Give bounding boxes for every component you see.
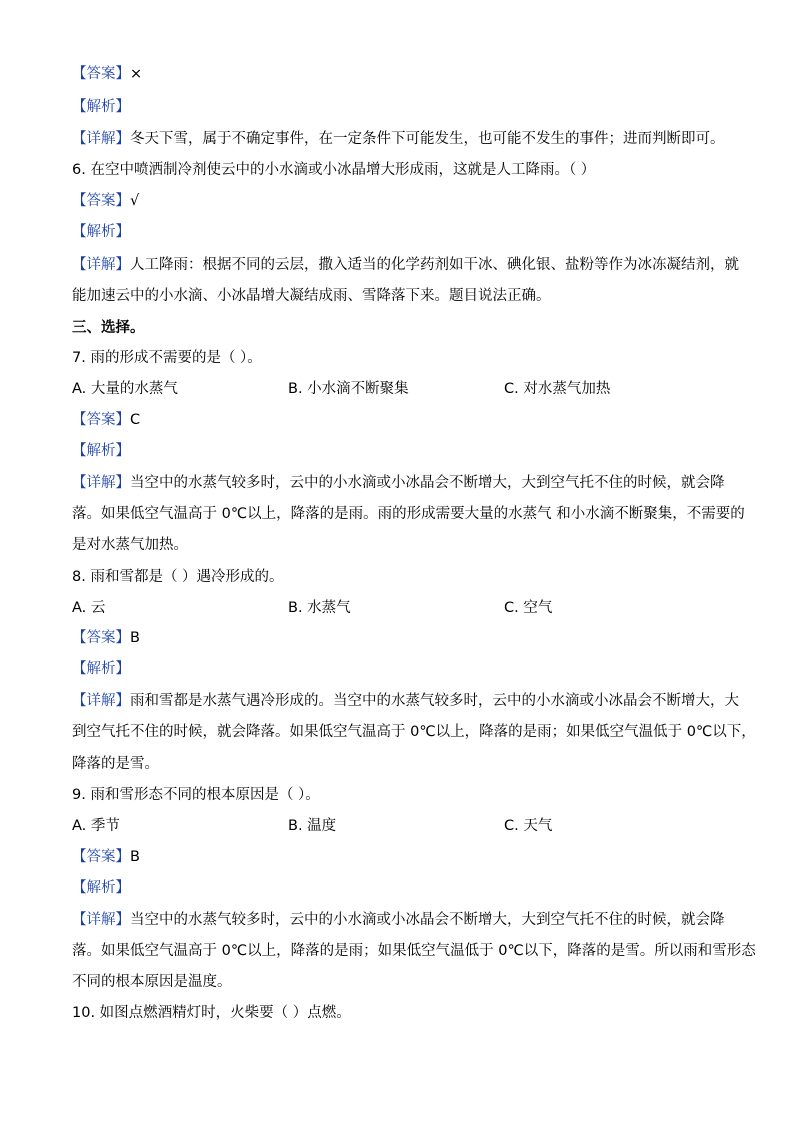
q8-detail-line-1 <box>72 691 739 711</box>
q7-option-c: C. 对水蒸气加热 <box>504 381 611 397</box>
q9-detail-1: 当空中的水蒸气较多时，云中的小水滴或小冰晶会不断增大，大到空气托不住的时候，就会降 <box>130 912 725 928</box>
q6-detail-line-2: 能加速云中的小水滴、小冰晶增大凝结成雨、雪降落下来。题目说法正确。 <box>72 288 551 304</box>
answer-label: 【答案】 <box>72 66 130 82</box>
q9-detail-line-1 <box>72 910 725 930</box>
analysis-label: 【解析】 <box>72 661 130 677</box>
q7-detail-line-3: 是对水蒸气加热。 <box>72 537 188 553</box>
q7-analysis-line <box>72 441 130 461</box>
q7-detail-line-1 <box>72 473 725 493</box>
q9-analysis-line <box>72 878 130 898</box>
q6-stem: 6. 在空中喷洒制冷剂使云中的小水滴或小冰晶增大形成雨，这就是人工降雨。（ ） <box>72 162 596 178</box>
q7-stem: 7. 雨的形成不需要的是（ ）。 <box>72 350 262 366</box>
q9-option-a: A. 季节 <box>72 818 120 834</box>
q9-stem: 9. 雨和雪形态不同的根本原因是（ ）。 <box>72 787 320 803</box>
q6-answer-line <box>72 191 139 211</box>
q8-option-b: B. 水蒸气 <box>288 600 351 616</box>
answer-label: 【答案】 <box>72 630 130 646</box>
answer-label: 【答案】 <box>72 412 130 428</box>
answer-label: 【答案】 <box>72 193 130 209</box>
q8-detail-1: 雨和雪都是水蒸气遇冷形成的。当空中的水蒸气较多时，云中的小水滴或小冰晶会不断增大，大 <box>130 693 739 709</box>
q8-detail-line-2: 到空气托不住的时候，就会降落。如果低空气温高于 0℃以上，降落的是雨；如果低空气温低于 0℃以下， <box>72 724 756 740</box>
q5-detail-line <box>72 129 725 149</box>
q8-analysis-line <box>72 659 130 679</box>
q5-answer: × <box>130 66 143 82</box>
q6-analysis-line <box>72 222 130 242</box>
detail-label: 【详解】 <box>72 475 130 491</box>
q7-option-a: A. 大量的水蒸气 <box>72 381 178 397</box>
q8-stem: 8. 雨和雪都是（ ）遇冷形成的。 <box>72 569 284 585</box>
q5-analysis-line <box>72 97 130 117</box>
q7-option-b: B. 小水滴不断聚集 <box>288 381 409 397</box>
analysis-label: 【解析】 <box>72 224 130 240</box>
analysis-label: 【解析】 <box>72 443 130 459</box>
q7-answer: C <box>130 412 141 428</box>
q9-option-c: C. 天气 <box>504 818 553 834</box>
q6-detail-line-1 <box>72 255 739 275</box>
q7-detail-line-2: 落。如果低空气温高于 0℃以上，降落的是雨。雨的形成需要大量的水蒸气 和小水滴不断聚集，不需要的 <box>72 506 745 522</box>
q9-answer: B <box>130 849 140 865</box>
answer-label: 【答案】 <box>72 849 130 865</box>
q5-detail: 冬天下雪，属于不确定事件，在一定条件下可能发生，也可能不发生的事件；进而判断即可。 <box>130 131 725 147</box>
q9-answer-line <box>72 847 140 867</box>
q9-option-b: B. 温度 <box>288 818 337 834</box>
analysis-label: 【解析】 <box>72 880 130 896</box>
q8-detail-line-3: 降落的是雪。 <box>72 756 159 772</box>
q9-detail-line-3: 不同的根本原因是温度。 <box>72 974 232 990</box>
q6-detail-1: 人工降雨：根据不同的云层，撒入适当的化学药剂如干冰、碘化银、盐粉等作为冰冻凝结剂，就 <box>130 257 739 273</box>
q7-detail-1: 当空中的水蒸气较多时，云中的小水滴或小冰晶会不断增大，大到空气托不住的时候，就会降 <box>130 475 725 491</box>
q8-option-a: A. 云 <box>72 600 106 616</box>
analysis-label: 【解析】 <box>72 99 130 115</box>
detail-label: 【详解】 <box>72 693 130 709</box>
q8-option-c: C. 空气 <box>504 600 553 616</box>
detail-label: 【详解】 <box>72 257 130 273</box>
q5-answer-line <box>72 64 142 84</box>
section-title: 三、选择。 <box>72 320 145 336</box>
detail-label: 【详解】 <box>72 912 130 928</box>
q8-answer: B <box>130 630 140 646</box>
q9-detail-line-2: 落。如果低空气温高于 0℃以上，降落的是雨；如果低空气温低于 0℃以下，降落的是雪。所以雨和雪形态 <box>72 943 756 959</box>
q10-stem: 10. 如图点燃酒精灯时，火柴要（ ）点燃。 <box>72 1005 351 1021</box>
q6-answer: √ <box>130 193 140 209</box>
q8-answer-line <box>72 628 140 648</box>
detail-label: 【详解】 <box>72 131 130 147</box>
q7-answer-line <box>72 410 140 430</box>
